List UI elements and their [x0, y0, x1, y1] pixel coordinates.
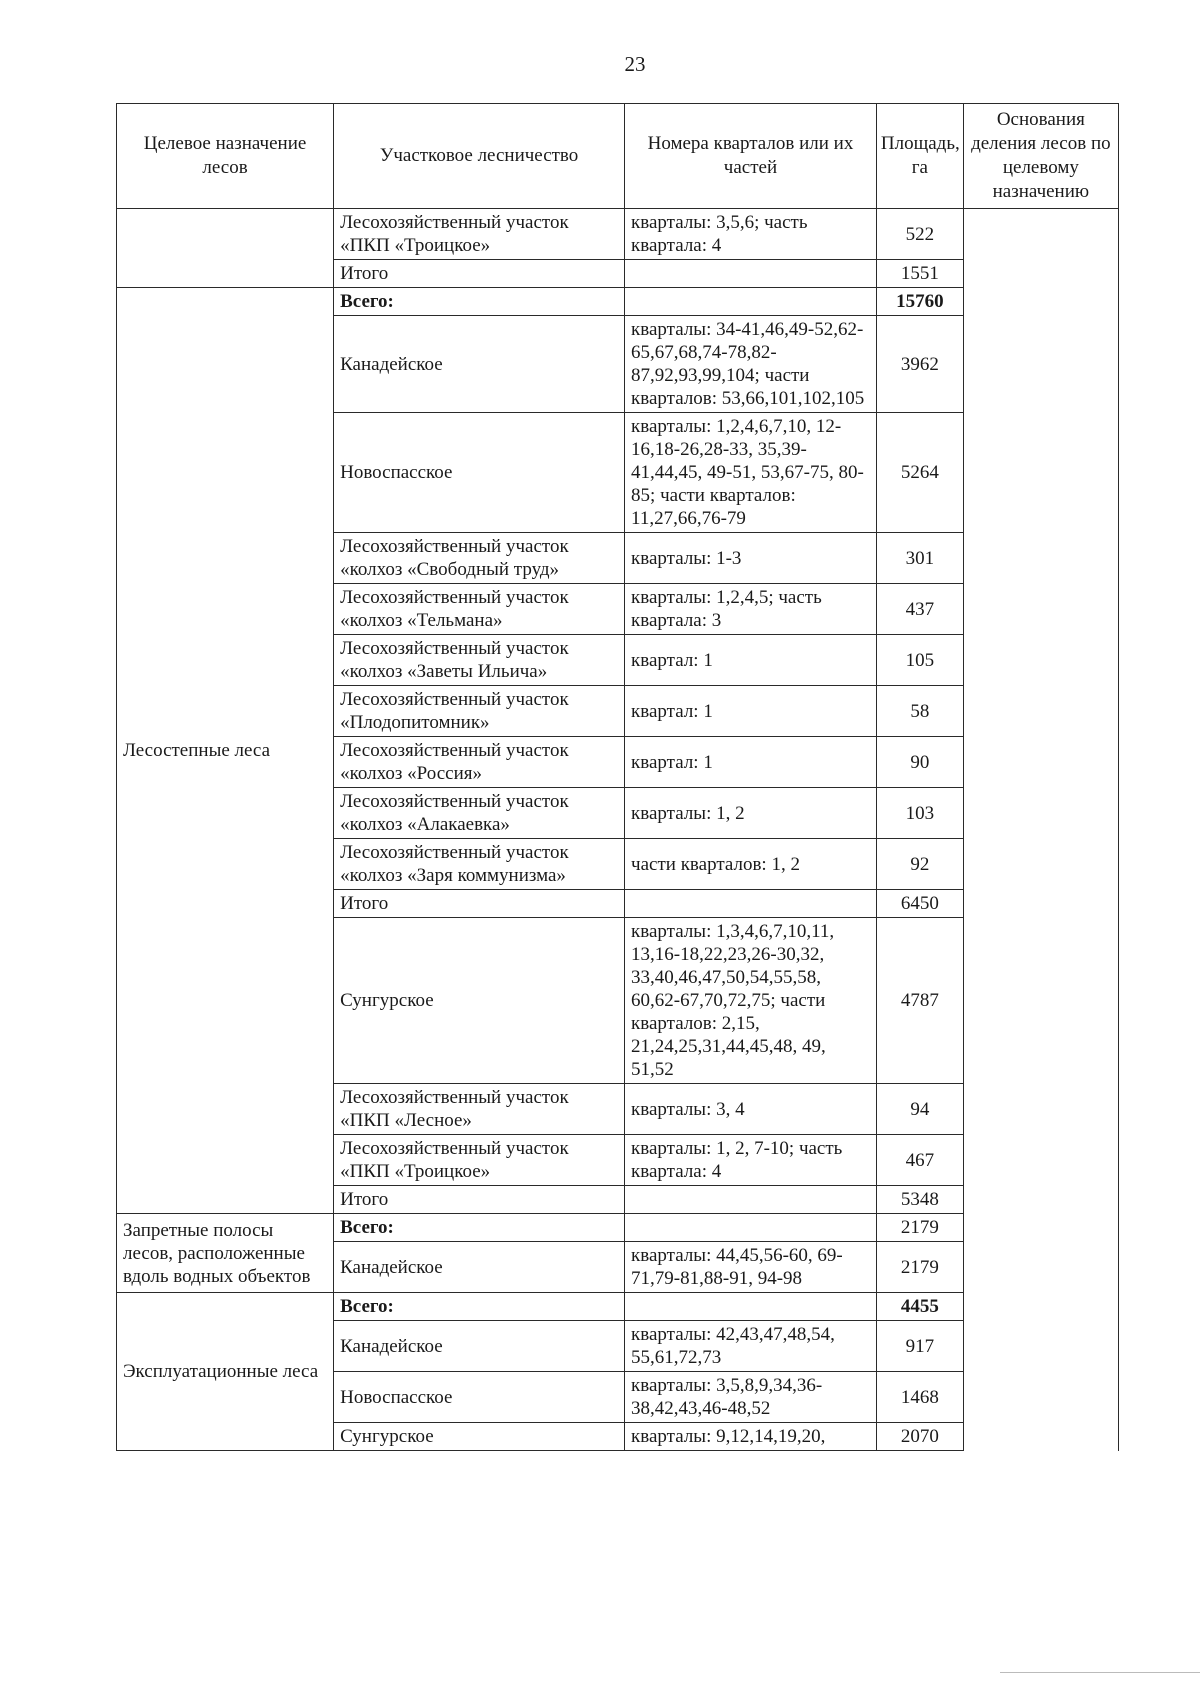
- purpose-cell: Запретные полосы лесов, расположенные вдоль водных объектов: [117, 1214, 334, 1293]
- header-forestry: Участковое лесничество: [334, 104, 625, 209]
- page-number: 23: [624, 52, 646, 76]
- blocks-cell: кварталы: 1,2,4,5; часть квартала: 3: [625, 584, 877, 635]
- forestry-cell: Всего:: [334, 1293, 625, 1321]
- forestry-cell: Всего:: [334, 1214, 625, 1242]
- area-cell: 917: [876, 1321, 963, 1372]
- blocks-cell: кварталы: 1,3,4,6,7,10,11, 13,16-18,22,23,26-30,32, 33,40,46,47,50,54,55,58, 60,62-67,70,72,75; части кварталов: 2,15, 21,24,25,31,44,45,48, 49, 51,52: [625, 918, 877, 1084]
- area-cell: 2070: [876, 1423, 963, 1451]
- purpose-cell: Лесостепные леса: [117, 288, 334, 1214]
- blocks-cell: квартал: 1: [625, 635, 877, 686]
- forestry-cell: Новоспасское: [334, 1372, 625, 1423]
- header-basis: Основания деления лесов по целевому назначению: [963, 104, 1118, 209]
- header-purpose: Целевое назначение лесов: [117, 104, 334, 209]
- forestry-cell: Канадейское: [334, 316, 625, 413]
- forestry-cell: Новоспасское: [334, 413, 625, 533]
- blocks-cell: кварталы: 44,45,56-60, 69-71,79-81,88-91, 94-98: [625, 1242, 877, 1293]
- area-cell: 3962: [876, 316, 963, 413]
- header-blocks: Номера кварталов или их частей: [625, 104, 877, 209]
- forestry-cell: Лесохозяйственный участок «колхоз «Тельмана»: [334, 584, 625, 635]
- area-cell: 2179: [876, 1214, 963, 1242]
- area-cell: 5264: [876, 413, 963, 533]
- blocks-cell: кварталы: 1, 2: [625, 788, 877, 839]
- forestry-cell: Лесохозяйственный участок «колхоз «Алакаевка»: [334, 788, 625, 839]
- blocks-cell: [625, 1214, 877, 1242]
- forest-purpose-table: [116, 103, 1119, 1451]
- blocks-cell: кварталы: 1,2,4,6,7,10, 12-16,18-26,28-33, 35,39-41,44,45, 49-51, 53,67-75, 80-85; части кварталов: 11,27,66,76-79: [625, 413, 877, 533]
- area-cell: 58: [876, 686, 963, 737]
- blocks-cell: [625, 1186, 877, 1214]
- forestry-cell: Канадейское: [334, 1321, 625, 1372]
- area-cell: 105: [876, 635, 963, 686]
- forestry-cell: Итого: [334, 890, 625, 918]
- forestry-cell: Лесохозяйственный участок «колхоз «Россия»: [334, 737, 625, 788]
- area-cell: 15760: [876, 288, 963, 316]
- forestry-cell: Лесохозяйственный участок «ПКП «Троицкое»: [334, 209, 625, 260]
- blocks-cell: [625, 890, 877, 918]
- blocks-cell: квартал: 1: [625, 737, 877, 788]
- area-cell: 6450: [876, 890, 963, 918]
- area-cell: 301: [876, 533, 963, 584]
- area-cell: 2179: [876, 1242, 963, 1293]
- forestry-cell: Итого: [334, 1186, 625, 1214]
- blocks-cell: кварталы: 1, 2, 7-10; часть квартала: 4: [625, 1135, 877, 1186]
- purpose-cell: Эксплуатационные леса: [117, 1293, 334, 1451]
- area-cell: 103: [876, 788, 963, 839]
- forestry-cell: Лесохозяйственный участок «колхоз «Заря коммунизма»: [334, 839, 625, 890]
- area-cell: 92: [876, 839, 963, 890]
- area-cell: 5348: [876, 1186, 963, 1214]
- area-cell: 1551: [876, 260, 963, 288]
- blocks-cell: [625, 288, 877, 316]
- forestry-cell: Сунгурское: [334, 918, 625, 1084]
- area-cell: 94: [876, 1084, 963, 1135]
- area-cell: 522: [876, 209, 963, 260]
- table-row: [117, 209, 1119, 260]
- forestry-cell: Лесохозяйственный участок «Плодопитомник»: [334, 686, 625, 737]
- blocks-cell: кварталы: 3, 4: [625, 1084, 877, 1135]
- blocks-cell: квартал: 1: [625, 686, 877, 737]
- area-cell: 437: [876, 584, 963, 635]
- forestry-cell: Итого: [334, 260, 625, 288]
- area-cell: 90: [876, 737, 963, 788]
- area-cell: 4787: [876, 918, 963, 1084]
- basis-cell: [963, 209, 1118, 1451]
- purpose-cell: [117, 209, 334, 288]
- blocks-cell: [625, 1293, 877, 1321]
- blocks-cell: кварталы: 34-41,46,49-52,62-65,67,68,74-78,82-87,92,93,99,104; части кварталов: 53,66,101,102,105: [625, 316, 877, 413]
- blocks-cell: [625, 260, 877, 288]
- blocks-cell: кварталы: 42,43,47,48,54, 55,61,72,73: [625, 1321, 877, 1372]
- blocks-cell: кварталы: 3,5,6; часть квартала: 4: [625, 209, 877, 260]
- forestry-cell: Лесохозяйственный участок «колхоз «Свободный труд»: [334, 533, 625, 584]
- forestry-cell: Лесохозяйственный участок «ПКП «Троицкое»: [334, 1135, 625, 1186]
- blocks-cell: кварталы: 1-3: [625, 533, 877, 584]
- forestry-cell: Лесохозяйственный участок «колхоз «Заветы Ильича»: [334, 635, 625, 686]
- blocks-cell: кварталы: 3,5,8,9,34,36-38,42,43,46-48,52: [625, 1372, 877, 1423]
- blocks-cell: кварталы: 9,12,14,19,20,: [625, 1423, 877, 1451]
- forestry-cell: Лесохозяйственный участок «ПКП «Лесное»: [334, 1084, 625, 1135]
- area-cell: 4455: [876, 1293, 963, 1321]
- area-cell: 467: [876, 1135, 963, 1186]
- header-area: Площадь, га: [876, 104, 963, 209]
- blocks-cell: части кварталов: 1, 2: [625, 839, 877, 890]
- table-header-row: [117, 104, 1119, 209]
- area-cell: 1468: [876, 1372, 963, 1423]
- forestry-cell: Канадейское: [334, 1242, 625, 1293]
- scan-artifact-line: [1000, 1672, 1200, 1673]
- forestry-cell: Всего:: [334, 288, 625, 316]
- forestry-cell: Сунгурское: [334, 1423, 625, 1451]
